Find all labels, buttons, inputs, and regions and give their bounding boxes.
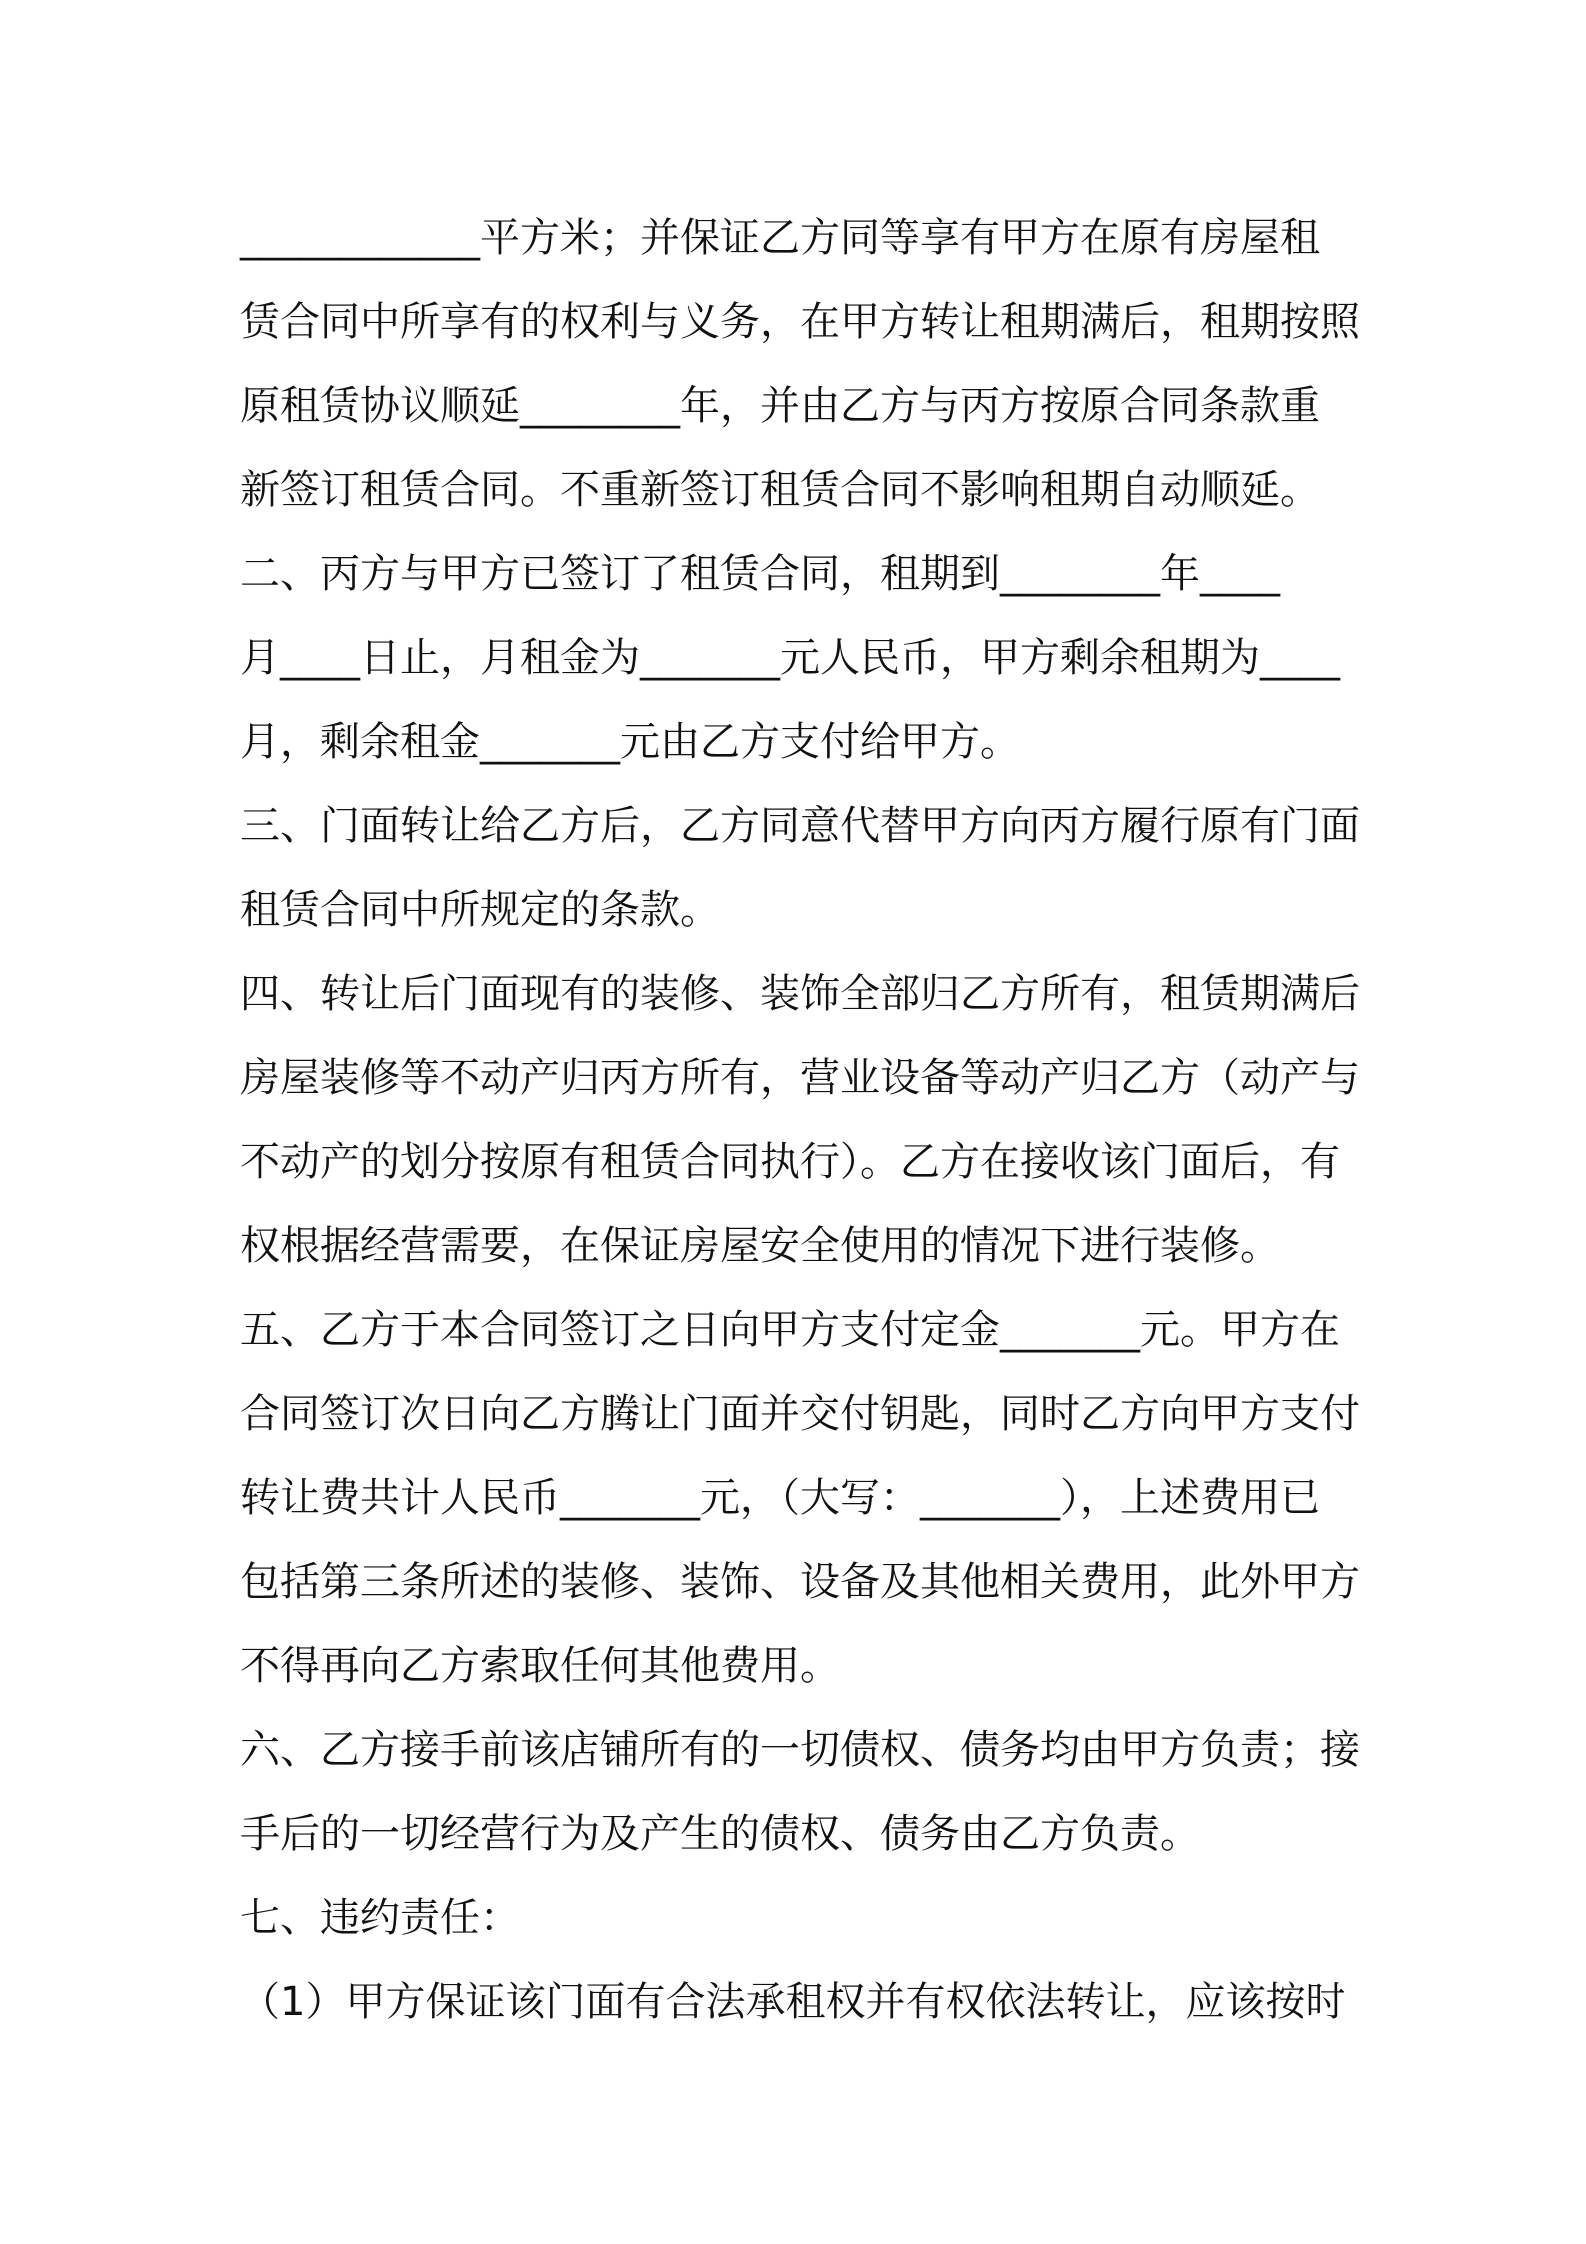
text-line: 租赁合同中所规定的条款。 [240,887,720,933]
text-line: 房屋装修等不动产归丙方所有，营业设备等动产归乙方（动产与 [240,1055,1360,1101]
text-line: 月，剩余租金_______元由乙方支付给甲方。 [240,719,1020,765]
clause-5-line: 五、乙方于本合同签订之日向甲方支付定金_______元。甲方在 [240,1307,1340,1353]
text-line: 月____日止，月租金为_______元人民币，甲方剩余租期为____ [240,635,1340,681]
clause-3-line: 三、门面转让给乙方后，乙方同意代替甲方向丙方履行原有门面 [240,803,1360,849]
text-line: 新签订租赁合同。不重新签订租赁合同不影响租期自动顺延。 [240,467,1320,513]
clause-4-line: 四、转让后门面现有的装修、装饰全部归乙方所有，租赁期满后 [240,971,1360,1017]
text-line: 赁合同中所享有的权利与义务，在甲方转让租期满后，租期按照 [240,299,1360,345]
text-line: 手后的一切经营行为及产生的债权、债务由乙方负责。 [240,1811,1200,1857]
text-line: 权根据经营需要，在保证房屋安全使用的情况下进行装修。 [240,1223,1280,1269]
text-line: 不得再向乙方索取任何其他费用。 [240,1643,840,1689]
clause-6-line: 六、乙方接手前该店铺所有的一切债权、债务均由甲方负责；接 [240,1727,1360,1773]
text-line: 合同签订次日向乙方腾让门面并交付钥匙，同时乙方向甲方支付 [240,1391,1360,1437]
text-line: 包括第三条所述的装修、装饰、设备及其他相关费用，此外甲方 [240,1559,1360,1605]
text-line: 原租赁协议顺延________年，并由乙方与丙方按原合同条款重 [240,383,1320,429]
text-line: 不动产的划分按原有租赁合同执行）。乙方在接收该门面后，有 [240,1139,1340,1185]
text-line: 转让费共计人民币_______元，（大写：_______），上述费用已 [240,1475,1320,1521]
contract-body-text [240,196,1360,2044]
text-line: ____________平方米；并保证乙方同等享有甲方在原有房屋租 [240,215,1320,261]
clause-7-item-1-line: （1）甲方保证该门面有合法承租权并有权依法转让，应该按时 [240,1979,1346,2025]
clause-7-heading: 七、违约责任： [240,1895,520,1941]
clause-2-line: 二、丙方与甲方已签订了租赁合同，租期到________年____ [240,551,1280,597]
